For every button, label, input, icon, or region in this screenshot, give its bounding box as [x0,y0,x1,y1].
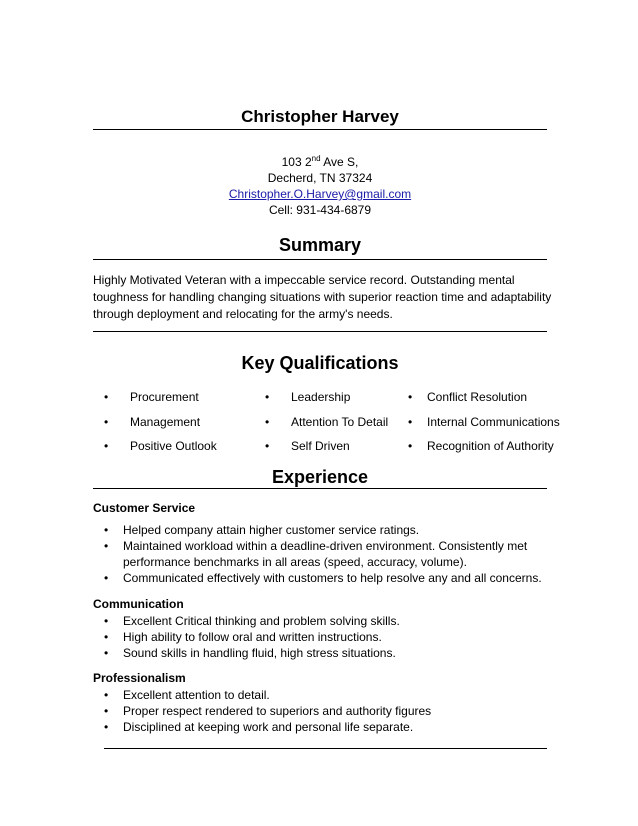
qualifications-heading: Key Qualifications [241,353,399,373]
experience-item [104,687,574,703]
bullet-icon: • [104,630,109,644]
email-line [93,186,547,203]
qualification-item [408,390,527,404]
address-number: 103 2 [281,155,312,169]
qualification-label: Internal Communications [427,415,560,429]
qualification-label: Leadership [291,390,351,404]
bullet-icon: • [104,614,109,628]
qualification-item [265,439,350,453]
experience-item [104,538,574,570]
qualification-item [104,439,217,453]
qualification-item [104,390,199,404]
qualification-label: Management [130,415,201,429]
qualification-item [265,415,388,429]
experience-section-title: Communication [93,597,184,611]
summary-rule [93,259,547,260]
bullet-icon: • [265,439,270,453]
address-ordinal: nd [311,154,321,163]
email-link[interactable]: Christopher.O.Harvey@gmail.com [228,187,412,201]
experience-item-text: Helped company attain higher customer service ratings. [123,523,420,537]
experience-item-text: Disciplined at keeping work and personal life separate. [123,720,414,734]
experience-item-text: Excellent attention to detail. [123,688,270,702]
summary-bottom-rule [93,331,547,332]
qualification-item [265,390,350,404]
qualification-item [408,415,560,429]
bullet-icon: • [265,390,270,404]
bullet-icon: • [104,415,109,429]
footer-rule [104,748,547,749]
summary-heading: Summary [278,235,362,255]
qualification-item [408,439,554,453]
bullet-icon: • [408,439,413,453]
header-rule [93,129,547,130]
experience-rule [93,488,547,489]
qualification-label: Self Driven [291,439,350,453]
qualification-label: Attention To Detail [291,415,389,429]
address-line [93,154,547,171]
cell-line: Cell: 931-434-6879 [268,203,372,217]
experience-item-text: Sound skills in handling fluid, high stress situations. [123,646,396,660]
city-line: Decherd, TN 37324 [267,171,373,185]
bullet-icon: • [104,704,109,718]
experience-section-title: Professionalism [93,671,186,685]
experience-heading: Experience [271,467,369,487]
bullet-icon: • [408,390,413,404]
bullet-icon: • [104,539,109,553]
experience-item-text: Communicated effectively with customers to help resolve any and all concerns. [123,571,542,585]
qualification-label: Positive Outlook [130,439,217,453]
bullet-icon: • [104,571,109,585]
bullet-icon: • [104,439,109,453]
experience-section-title: Customer Service [93,501,196,515]
bullet-icon: • [104,720,109,734]
qualification-label: Conflict Resolution [427,390,528,404]
experience-item [104,629,574,645]
bullet-icon: • [104,688,109,702]
bullet-icon: • [104,646,109,660]
qualification-label: Procurement [130,390,199,404]
qualification-item [104,415,200,429]
experience-item-text: Proper respect rendered to superiors and authority figures [123,704,432,718]
bullet-icon: • [408,415,413,429]
experience-item [104,703,574,719]
address-street: Ave S, [320,155,359,169]
bullet-icon: • [104,523,109,537]
experience-item [104,570,574,586]
summary-text: Highly Motivated Veteran with a impeccable service record. Outstanding mental toughness for handling changing situations with superior reaction time and adaptability through deployment and relocating for the army's needs. [93,273,552,321]
bullet-icon: • [265,415,270,429]
experience-item [104,719,574,735]
experience-item [104,613,574,629]
experience-item-text: Excellent Critical thinking and problem solving skills. [123,614,400,628]
experience-item-text: High ability to follow oral and written instructions. [123,630,382,644]
bullet-icon: • [104,390,109,404]
qualification-label: Recognition of Authority [427,439,554,453]
experience-item [104,645,574,661]
candidate-name: Christopher Harvey [241,107,399,126]
experience-item [104,522,574,538]
experience-item-text: Maintained workload within a deadline-driven environment. Consistently met performance benchmarks in all areas (speed, accuracy, volume). [123,539,528,569]
